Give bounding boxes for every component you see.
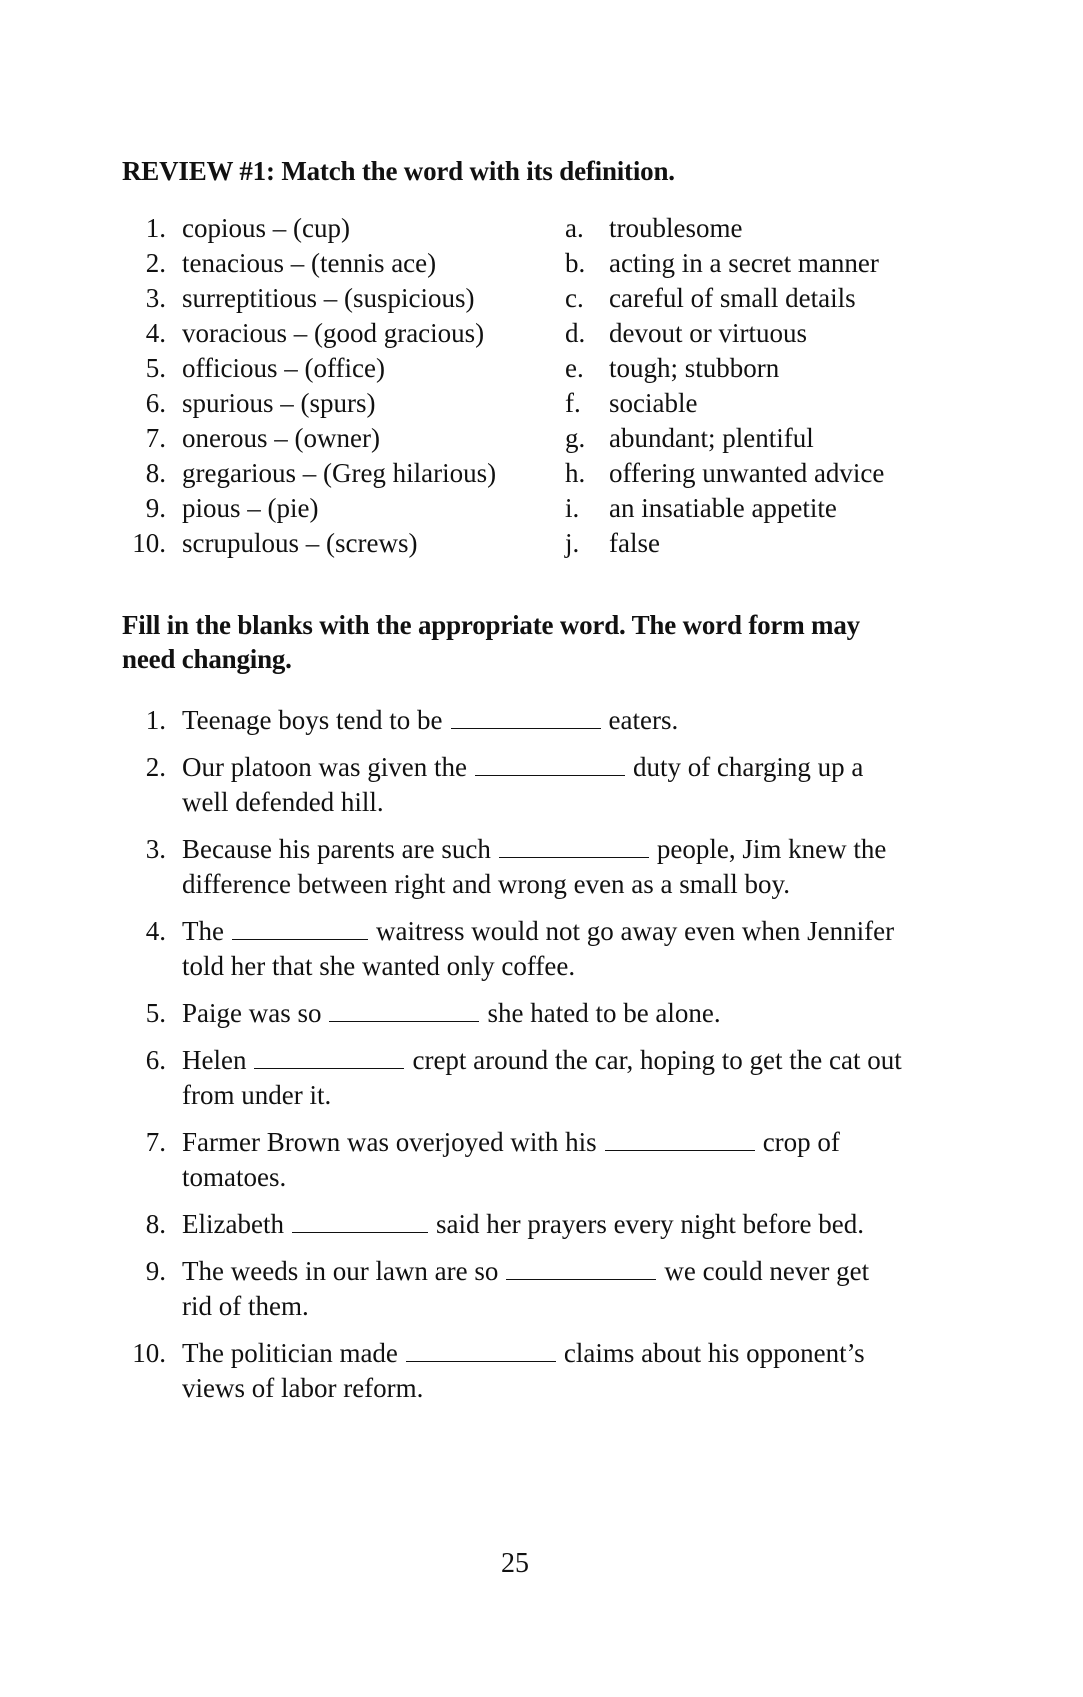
fill-number: 7. <box>145 1127 166 1157</box>
word-text: officious – (office) <box>182 353 385 383</box>
fill-number: 10. <box>132 1338 166 1368</box>
fill-after: crept around the car, hoping to get the cat out from under it. <box>182 1045 902 1110</box>
word-text: spurious – (spurs) <box>182 388 376 418</box>
word-item <box>118 351 496 386</box>
fill-item <box>118 1207 938 1242</box>
definition-text: false <box>609 528 660 558</box>
fill-item <box>118 703 938 738</box>
word-number: 8. <box>145 458 166 488</box>
fill-before: Because his parents are such <box>182 834 491 864</box>
fill-after: waitress would not go away even when Jennifer told her that she wanted only coffee. <box>182 916 895 981</box>
fill-item <box>118 750 938 820</box>
definition-letter: b. <box>565 248 586 278</box>
definition-item <box>565 386 884 421</box>
word-number: 4. <box>145 318 166 348</box>
answer-blank[interactable] <box>232 915 368 940</box>
word-text: voracious – (good gracious) <box>182 318 485 348</box>
definition-item <box>565 316 884 351</box>
fill-after: duty of charging up a well defended hill. <box>182 752 864 817</box>
answer-blank[interactable] <box>292 1208 428 1233</box>
fill-before: The politician made <box>182 1338 398 1368</box>
fill-before: Helen <box>182 1045 247 1075</box>
word-text: pious – (pie) <box>182 493 319 523</box>
word-number: 7. <box>145 423 166 453</box>
word-text: copious – (cup) <box>182 213 350 243</box>
definition-letter: i. <box>565 493 580 523</box>
word-number: 2. <box>145 248 166 278</box>
fill-number: 9. <box>145 1256 166 1286</box>
definition-text: abundant; plentiful <box>609 423 814 453</box>
definition-item <box>565 421 884 456</box>
definition-text: careful of small details <box>609 283 856 313</box>
definition-item <box>565 281 884 316</box>
answer-blank[interactable] <box>506 1255 656 1280</box>
page-number: 25 <box>501 1548 529 1579</box>
fill-number: 2. <box>145 752 166 782</box>
fill-before: Teenage boys tend to be <box>182 705 443 735</box>
definition-letter: c. <box>565 283 584 313</box>
definition-text: devout or virtuous <box>609 318 807 348</box>
answer-blank[interactable] <box>605 1126 755 1151</box>
word-number: 3. <box>145 283 166 313</box>
answer-blank[interactable] <box>475 751 625 776</box>
word-item <box>118 246 496 281</box>
definition-letter: a. <box>565 213 584 243</box>
fill-number: 1. <box>145 705 166 735</box>
review-title-bold: REVIEW #1 <box>122 156 266 186</box>
fill-after: eaters. <box>608 705 679 735</box>
definition-item <box>565 246 884 281</box>
answer-blank[interactable] <box>499 833 649 858</box>
word-text: gregarious – (Greg hilarious) <box>182 458 497 488</box>
word-number: 5. <box>145 353 166 383</box>
definition-text: an insatiable appetite <box>609 493 837 523</box>
definition-item <box>565 491 884 526</box>
word-text: surreptitious – (suspicious) <box>182 283 475 313</box>
answer-blank[interactable] <box>329 997 479 1022</box>
definition-text: sociable <box>609 388 698 418</box>
word-text: scrupulous – (screws) <box>182 528 418 558</box>
fill-number: 3. <box>145 834 166 864</box>
fill-before: Elizabeth <box>182 1209 284 1239</box>
fill-before: Our platoon was given the <box>182 752 467 782</box>
definition-letter: g. <box>565 423 586 453</box>
fill-item <box>118 1254 938 1324</box>
fill-item <box>118 996 938 1031</box>
definition-text: acting in a secret manner <box>609 248 879 278</box>
fill-number: 8. <box>145 1209 166 1239</box>
fill-after: we could never get rid of them. <box>182 1256 870 1321</box>
word-text: onerous – (owner) <box>182 423 380 453</box>
word-item <box>118 386 496 421</box>
fill-before: The <box>182 916 224 946</box>
fill-number: 5. <box>145 998 166 1028</box>
fill-after: she hated to be alone. <box>487 998 721 1028</box>
word-text: tenacious – (tennis ace) <box>182 248 437 278</box>
fill-before: Farmer Brown was overjoyed with his <box>182 1127 597 1157</box>
definition-letter: h. <box>565 458 586 488</box>
word-item <box>118 456 496 491</box>
fill-item <box>118 1336 938 1406</box>
word-item <box>118 316 496 351</box>
fill-before: The weeds in our lawn are so <box>182 1256 499 1286</box>
fill-in-list <box>118 703 938 1406</box>
answer-blank[interactable] <box>406 1337 556 1362</box>
fill-item <box>118 1043 938 1113</box>
word-number: 6. <box>145 388 166 418</box>
fill-after: crop of tomatoes. <box>182 1127 840 1192</box>
definition-text: offering unwanted advice <box>609 458 885 488</box>
fill-after: said her prayers every night before bed. <box>435 1209 865 1239</box>
word-item <box>118 526 496 561</box>
answer-blank[interactable] <box>451 704 601 729</box>
word-item <box>118 421 496 456</box>
fill-heading: Fill in the blanks with the appropriate word. The word form may need changing. <box>122 610 860 674</box>
fill-after: people, Jim knew the difference between right and wrong even as a small boy. <box>182 834 887 899</box>
word-item <box>118 491 496 526</box>
fill-item <box>118 914 938 984</box>
definition-text: tough; stubborn <box>609 353 780 383</box>
definition-letter: d. <box>565 318 586 348</box>
word-item <box>118 281 496 316</box>
word-item <box>118 211 496 246</box>
definition-letter: f. <box>565 388 581 418</box>
definition-letter: e. <box>565 353 584 383</box>
definition-item <box>565 351 884 386</box>
fill-before: Paige was so <box>182 998 322 1028</box>
definition-text: troublesome <box>609 213 743 243</box>
word-number: 9. <box>145 493 166 523</box>
definition-item <box>565 211 884 246</box>
review-heading <box>122 154 675 188</box>
review-title-rest: : Match the word with its definition. <box>265 156 675 186</box>
definition-item <box>565 456 884 491</box>
fill-item <box>118 1125 938 1195</box>
fill-item <box>118 832 938 902</box>
word-number: 1. <box>145 213 166 243</box>
word-number: 10. <box>132 528 166 558</box>
fill-number: 6. <box>145 1045 166 1075</box>
word-list <box>118 211 496 561</box>
definition-letter: j. <box>565 528 580 558</box>
fill-number: 4. <box>145 916 166 946</box>
fill-after: claims about his opponent’s views of labor reform. <box>182 1338 865 1403</box>
answer-blank[interactable] <box>254 1044 404 1069</box>
definition-item <box>565 526 884 561</box>
definition-list <box>565 211 884 561</box>
